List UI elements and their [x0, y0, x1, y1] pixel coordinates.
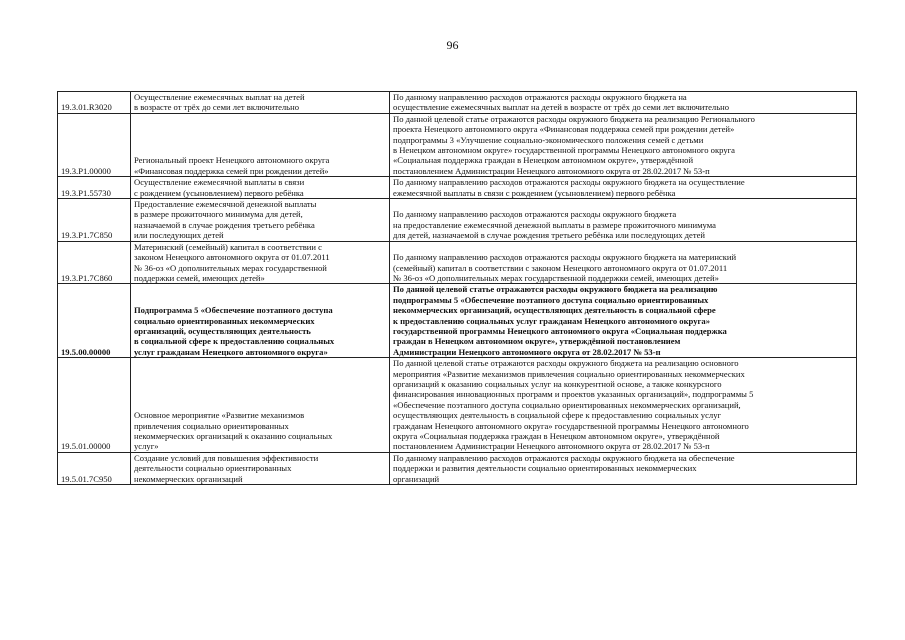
name-line: с рождением (усыновлением) первого ребёнка: [134, 187, 304, 198]
description-line: округа «Социальная поддержка граждан в Ненецком автономном округе», утверждённой: [393, 431, 720, 441]
target-name-cell: [131, 284, 390, 358]
table-row: [58, 92, 857, 114]
description-line: По данному направлению расходов отражаются расходы окружного бюджета на обеспечение: [393, 452, 735, 463]
description-line: подпрограммы 3 «Улучшение социально-экономического положения семей с детьми: [393, 134, 704, 145]
target-code-cell: 19.3.01.R3020: [58, 92, 131, 114]
target-name-cell: [131, 452, 390, 484]
description-line: По данной целевой статье отражаются расходы окружного бюджета на реализацию: [393, 284, 718, 295]
target-description-cell: [390, 452, 857, 484]
name-line: некоммерческих организаций к оказанию социальных: [134, 431, 333, 441]
target-code-cell: 19.3.P1.7C850: [58, 199, 131, 242]
target-name-cell: [131, 241, 390, 284]
description-line: мероприятия «Развитие механизмов привлечения социально ориентированных некоммерческих: [393, 368, 745, 379]
description-line: к предоставлению социальных услуг гражданам Ненецкого автономного округа»: [393, 315, 711, 326]
target-name-cell: [131, 177, 390, 199]
name-line: привлечения социально ориентированных: [134, 420, 289, 431]
table-row: [58, 199, 857, 242]
name-line: Подпрограмма 5 «Обеспечение поэтапного доступа: [134, 305, 333, 316]
budget-classification-table: [57, 91, 857, 485]
name-line: в размере прожиточного минимума для детей,: [134, 209, 303, 220]
description-line: для детей, назначаемой в случае рождения третьего ребёнка или последующих детей: [393, 230, 706, 241]
description-line: проекта Ненецкого автономного округа «Финансовая поддержка семей при рождении детей»: [393, 124, 735, 135]
table-row: [58, 113, 857, 176]
target-name-cell: [131, 92, 390, 114]
description-line: осуществление ежемесячных выплат на детей в возрасте от трёх до семи лет включительно: [393, 102, 730, 113]
description-line: гражданам Ненецкого автономного округа» государственной программы Ненецкого автономного: [393, 420, 749, 431]
description-line: постановлением Администрации Ненецкого автономного округа от 28.02.2017 № 53-п: [393, 165, 710, 176]
target-code-cell: 19.3.P1.00000: [58, 113, 131, 176]
target-description-cell: [390, 284, 857, 358]
name-line: или последующих детей: [134, 230, 224, 241]
table-row: [58, 358, 857, 453]
description-line: подпрограммы 5 «Обеспечение поэтапного доступа социально ориентированных: [393, 294, 709, 305]
page-number: 96: [446, 38, 459, 52]
name-line: № 36-оз «О дополнительных мерах государственной: [134, 262, 327, 273]
description-line: «Обеспечение поэтапного доступа социально ориентированных некоммерческих организаций,: [393, 399, 741, 410]
description-line: ежемесячной выплаты в связи с рождением (усыновлением) первого ребёнка: [393, 187, 676, 198]
name-line: организаций, осуществляющих деятельность: [134, 325, 311, 336]
name-line: деятельности социально ориентированных: [134, 463, 292, 474]
name-line: Осуществление ежемесячных выплат на детей: [134, 92, 305, 102]
target-description-cell: [390, 113, 857, 176]
name-line: социально ориентированных некоммерческих: [134, 315, 315, 326]
table-row: [58, 177, 857, 199]
name-line: Региональный проект Ненецкого автономного округа: [134, 155, 330, 166]
target-description-cell: [390, 92, 857, 114]
name-line: Материнский (семейный) капитал в соответствии с: [134, 241, 322, 252]
name-line: услуг гражданам Ненецкого автономного округа»: [134, 346, 328, 357]
name-line: в возрасте от трёх до семи лет включительно: [134, 102, 299, 113]
description-line: финансирования инновационных программ и проектов указанных организаций», подпрограммы 5: [393, 389, 754, 400]
name-line: Создание условий для повышения эффективности: [134, 452, 319, 463]
description-line: По данному направлению расходов отражаются расходы окружного бюджета: [393, 209, 677, 220]
description-line: некоммерческих организаций, осуществляющих деятельность в социальной сфере: [393, 305, 716, 316]
name-line: законом Ненецкого автономного округа от 01.07.2011: [134, 252, 330, 263]
table-row: [58, 452, 857, 484]
target-code-cell: 19.5.00.00000: [58, 284, 131, 358]
description-line: осуществляющих деятельность в социальной сфере к предоставлению социальных услуг: [393, 410, 722, 421]
description-line: граждан в Ненецком автономном округе», утверждённой постановлением: [393, 336, 681, 347]
name-line: Осуществление ежемесячной выплаты в связи: [134, 177, 305, 188]
description-line: По данному направлению расходов отражаются расходы окружного бюджета на: [393, 92, 687, 102]
target-code-cell: 19.5.01.00000: [58, 358, 131, 453]
description-line: на предоставление ежемесячной денежной выплаты в размере прожиточного минимума: [393, 219, 716, 230]
description-line: По данному направлению расходов отражаются расходы окружного бюджета на осуществление: [393, 177, 745, 188]
name-line: Предоставление ежемесячной денежной выплаты: [134, 199, 317, 210]
description-line: в Ненецком автономном округе» государственной программы Ненецкого автономного округа: [393, 145, 735, 156]
target-code-cell: 19.3.P1.55730: [58, 177, 131, 199]
name-line: «Финансовая поддержка семей при рождении детей»: [134, 165, 329, 176]
description-line: (семейный) капитал в соответствии с законом Ненецкого автономного округа от 01.07.2011: [393, 262, 728, 273]
description-line: поддержки и развития деятельности социально ориентированных некоммерческих: [393, 463, 697, 474]
name-line: назначаемой в случае рождения третьего ребёнка: [134, 219, 315, 230]
description-line: государственной программы Ненецкого автономного округа «Социальная поддержка: [393, 325, 727, 336]
description-line: Администрации Ненецкого автономного округа от 28.02.2017 № 53-п: [393, 346, 661, 357]
target-description-cell: [390, 241, 857, 284]
target-code-cell: 19.5.01.7C950: [58, 452, 131, 484]
name-line: Основное мероприятие «Развитие механизмов: [134, 410, 305, 421]
name-line: поддержки семей, имеющих детей»: [134, 272, 265, 283]
name-line: услуг»: [134, 441, 159, 452]
target-name-cell: [131, 199, 390, 242]
target-name-cell: [131, 358, 390, 453]
name-line: в социальной сфере к предоставлению социальных: [134, 336, 335, 347]
table-row: [58, 241, 857, 284]
table-row: [58, 284, 857, 358]
target-description-cell: [390, 358, 857, 453]
description-line: постановлением Администрации Ненецкого автономного округа от 28.02.2017 № 53-п: [393, 441, 710, 452]
description-line: По данному направлению расходов отражаются расходы окружного бюджета на материнский: [393, 252, 737, 263]
description-line: По данной целевой статье отражаются расходы окружного бюджета на реализацию основного: [393, 358, 739, 369]
target-description-cell: [390, 177, 857, 199]
target-description-cell: [390, 199, 857, 242]
target-name-cell: [131, 113, 390, 176]
name-line: некоммерческих организаций: [134, 473, 243, 484]
description-line: организаций: [393, 473, 440, 484]
description-line: организаций к оказанию социальных услуг на конкурентной основе, а также конкурсного: [393, 378, 722, 389]
description-line: № 36-оз «О дополнительных мерах государственной поддержки семей, имеющих детей»: [393, 272, 719, 283]
target-code-cell: 19.3.P1.7C860: [58, 241, 131, 284]
description-line: По данной целевой статье отражаются расходы окружного бюджета на реализацию Регионального: [393, 113, 755, 124]
table-body: [58, 92, 857, 485]
description-line: «Социальная поддержка граждан в Ненецком автономном округе», утверждённой: [393, 155, 694, 166]
